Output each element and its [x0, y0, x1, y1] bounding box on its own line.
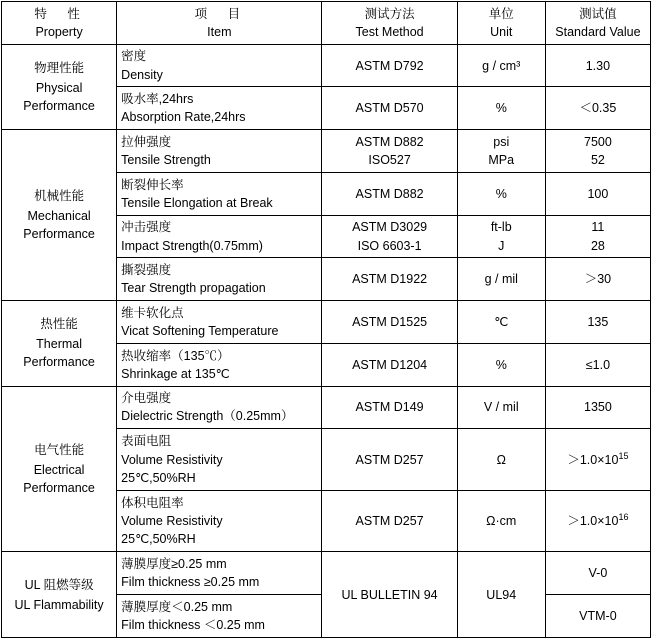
table-row [2, 44, 651, 87]
item-cell-surface-resistivity [117, 429, 322, 491]
group-thermal-en2: Performance [23, 355, 95, 370]
item-tensile-strength-cn: 拉伸强度 [121, 134, 172, 149]
group-mechanical-cn: 机械性能 [34, 188, 85, 203]
unit-dielectric-strength: V / mil [457, 386, 545, 429]
group-mechanical-en2: Performance [23, 227, 95, 242]
group-electrical-en1: Electrical [33, 462, 85, 477]
item-cell-tear-strength [117, 258, 322, 301]
header-unit-cn: 单位 [488, 6, 514, 21]
method-surface-resistivity: ASTM D257 [322, 429, 457, 491]
group-cell-thermal [2, 301, 117, 386]
table-header-row [2, 2, 651, 45]
header-cell-test-method [322, 2, 457, 45]
group-cell-electrical [2, 386, 117, 552]
unit-ul94: UL94 [457, 552, 545, 638]
item-cell-dielectric-strength [117, 386, 322, 429]
value-surface-resistivity-base: ＞1.0×10 [567, 453, 619, 468]
method-shrinkage: ASTM D1204 [322, 343, 457, 386]
header-cell-unit [457, 2, 545, 45]
method-impact-strength [322, 215, 457, 258]
item-cell-density [117, 44, 322, 87]
value-volume-resistivity-exponent: 16 [618, 512, 629, 523]
unit-impact-strength [457, 215, 545, 258]
unit-tensile-strength-line1: psi [493, 134, 510, 149]
item-shrinkage-cn: 热收缩率（135℃） [121, 348, 230, 363]
header-item-cn: 项 目 [194, 6, 245, 21]
value-shrinkage: ≤1.0 [545, 343, 650, 386]
header-item-en: Item [207, 24, 232, 39]
item-tear-strength-en: Tear Strength propagation [121, 281, 266, 296]
group-ul-en1: UL Flammability [14, 597, 104, 612]
unit-elongation: % [457, 172, 545, 215]
unit-density: g / cm³ [457, 44, 545, 87]
header-cell-property [2, 2, 117, 45]
item-cell-impact-strength [117, 215, 322, 258]
item-film-thickness-lt-cn: 薄膜厚度＜0.25 mm [121, 599, 233, 614]
header-value-en: Standard Value [555, 24, 641, 39]
method-tensile-strength-line2: ISO527 [368, 153, 411, 168]
value-volume-resistivity [545, 490, 650, 552]
item-surface-resistivity-cn: 表面电阻 [121, 434, 172, 449]
header-method-en: Test Method [355, 24, 424, 39]
group-electrical-en2: Performance [23, 481, 95, 496]
method-impact-strength-line2: ISO 6603-1 [357, 238, 422, 253]
item-tear-strength-cn: 撕裂强度 [121, 263, 172, 278]
value-impact-strength-line1: 11 [591, 220, 605, 235]
value-vicat: 135 [545, 301, 650, 344]
item-elongation-en: Tensile Elongation at Break [121, 195, 273, 210]
item-cell-film-thickness-lt [117, 595, 322, 638]
method-elongation: ASTM D882 [322, 172, 457, 215]
value-surface-resistivity [545, 429, 650, 491]
item-volume-resistivity-cn: 体积电阻率 [121, 495, 184, 510]
item-cell-shrinkage [117, 343, 322, 386]
value-ul-v0: V-0 [545, 552, 650, 595]
table-row [2, 301, 651, 344]
group-thermal-en1: Thermal [36, 337, 82, 352]
item-shrinkage-en: Shrinkage at 135℃ [121, 366, 230, 381]
header-property-en: Property [35, 24, 83, 39]
item-vicat-en: Vicat Softening Temperature [121, 324, 279, 338]
unit-tear-strength: g / mil [457, 258, 545, 301]
header-cell-standard-value [545, 2, 650, 45]
table-row [2, 130, 651, 173]
value-tensile-strength-line1: 7500 [584, 134, 612, 149]
group-mechanical-en1: Mechanical [27, 209, 91, 224]
value-tensile-strength [545, 130, 650, 173]
value-impact-strength [545, 215, 650, 258]
specification-table [1, 1, 651, 638]
header-method-cn: 测试方法 [364, 6, 415, 21]
item-dielectric-strength-en: Dielectric Strength（0.25mm） [121, 409, 294, 424]
method-dielectric-strength: ASTM D149 [322, 386, 457, 429]
unit-tensile-strength [457, 130, 545, 173]
group-cell-ul-flammability [2, 552, 117, 638]
item-cell-vicat [117, 301, 322, 344]
item-dielectric-strength-cn: 介电强度 [121, 391, 172, 406]
value-surface-resistivity-exponent: 15 [618, 450, 629, 461]
header-value-cn: 测试值 [579, 6, 617, 21]
item-impact-strength-cn: 冲击强度 [121, 220, 172, 235]
item-cell-absorption [117, 87, 322, 130]
unit-surface-resistivity: Ω [457, 429, 545, 491]
method-tensile-strength-line1: ASTM D882 [355, 134, 424, 149]
group-thermal-cn: 热性能 [40, 317, 78, 332]
method-impact-strength-line1: ASTM D3029 [352, 220, 428, 235]
unit-impact-strength-line1: ft-lb [490, 220, 512, 235]
value-absorption: ＜0.35 [545, 87, 650, 130]
value-impact-strength-line2: 28 [590, 238, 605, 253]
unit-volume-resistivity: Ω·cm [457, 490, 545, 552]
header-unit-en: Unit [490, 24, 513, 39]
item-cell-volume-resistivity [117, 490, 322, 552]
item-surface-resistivity-conditions: 25℃,50%RH [121, 470, 196, 485]
method-volume-resistivity: ASTM D257 [322, 490, 457, 552]
method-vicat: ASTM D1525 [322, 301, 457, 344]
item-film-thickness-ge-en: Film thickness ≥0.25 mm [121, 575, 260, 590]
value-dielectric-strength: 1350 [545, 386, 650, 429]
item-density-en: Density [121, 67, 163, 82]
item-absorption-en: Absorption Rate,24hrs [121, 110, 246, 125]
item-film-thickness-lt-en: Film thickness ＜0.25 mm [121, 618, 265, 633]
value-density: 1.30 [545, 44, 650, 87]
item-film-thickness-ge-cn: 薄膜厚度≥0.25 mm [121, 557, 227, 572]
item-surface-resistivity-en: Volume Resistivity [121, 452, 223, 467]
method-density: ASTM D792 [322, 44, 457, 87]
item-cell-film-thickness-ge [117, 552, 322, 595]
table-row [2, 386, 651, 429]
header-cell-item [117, 2, 322, 45]
value-volume-resistivity-base: ＞1.0×10 [567, 514, 619, 529]
item-elongation-cn: 断裂伸长率 [121, 177, 184, 192]
group-physical-en2: Performance [23, 99, 95, 114]
group-cell-physical [2, 44, 117, 129]
value-tear-strength: ＞30 [545, 258, 650, 301]
group-electrical-cn: 电气性能 [34, 442, 85, 457]
group-cell-mechanical [2, 130, 117, 301]
value-tensile-strength-line2: 52 [590, 153, 605, 168]
item-density-cn: 密度 [121, 49, 147, 64]
unit-vicat: ℃ [457, 301, 545, 344]
table-row [2, 552, 651, 595]
unit-impact-strength-line2: J [498, 238, 505, 253]
item-absorption-cn: 吸水率,24hrs [121, 92, 194, 107]
group-ul-cn: UL 阻燃等级 [24, 577, 94, 592]
group-physical-en1: Physical [35, 80, 83, 95]
method-ul-bulletin: UL BULLETIN 94 [322, 552, 457, 638]
value-elongation: 100 [545, 172, 650, 215]
method-tensile-strength [322, 130, 457, 173]
item-cell-tensile-strength [117, 130, 322, 173]
method-absorption: ASTM D570 [322, 87, 457, 130]
item-tensile-strength-en: Tensile Strength [121, 153, 211, 168]
unit-absorption: % [457, 87, 545, 130]
method-tear-strength: ASTM D1922 [322, 258, 457, 301]
unit-shrinkage: % [457, 343, 545, 386]
item-vicat-cn: 维卡软化点 [121, 305, 184, 320]
group-physical-cn: 物理性能 [34, 60, 85, 75]
value-ul-vtm0: VTM-0 [545, 595, 650, 638]
item-volume-resistivity-en: Volume Resistivity [121, 514, 223, 529]
item-volume-resistivity-conditions: 25℃,50%RH [121, 532, 196, 547]
item-cell-elongation [117, 172, 322, 215]
unit-tensile-strength-line2: MPa [488, 153, 515, 168]
item-impact-strength-en: Impact Strength(0.75mm) [121, 238, 263, 253]
header-property-cn: 特 性 [34, 6, 84, 21]
